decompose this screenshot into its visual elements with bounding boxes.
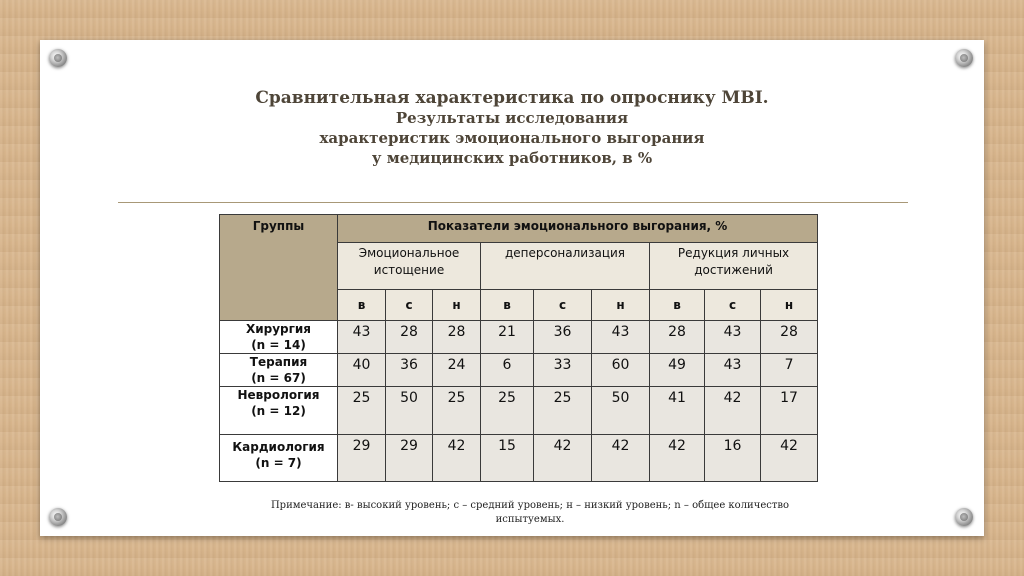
value-cell: 28: [650, 321, 705, 354]
value-cell: 6: [481, 354, 534, 387]
level-header: н: [592, 290, 650, 321]
value-cell: 41: [650, 387, 705, 435]
value-cell: 28: [386, 321, 433, 354]
value-cell: 25: [481, 387, 534, 435]
groups-header: Группы: [252, 219, 305, 233]
group-cell: [220, 387, 338, 435]
value-cell: 28: [433, 321, 481, 354]
value-cell: 43: [592, 321, 650, 354]
level-header: в: [338, 290, 386, 321]
value-cell: 25: [338, 387, 386, 435]
value-cell: 42: [650, 435, 705, 482]
group-name: Хирургия: [245, 322, 312, 336]
value-cell: 29: [338, 435, 386, 482]
title-line-1: Сравнительная характеристика по опроснику MBI.: [255, 88, 769, 108]
value-cell: 25: [534, 387, 592, 435]
level-header: в: [650, 290, 705, 321]
value-cell: 36: [386, 354, 433, 387]
group-n: (n = 12): [251, 404, 306, 418]
table-row: [220, 387, 818, 435]
footnote-line-1: Примечание: в- высокий уровень; с – средний уровень; н – низкий уровень; n – общее количество: [270, 500, 790, 511]
value-cell: 50: [386, 387, 433, 435]
value-cell: 42: [592, 435, 650, 482]
title-line-3: характеристик эмоционального выгорания: [319, 129, 705, 147]
pin-icon: [49, 508, 67, 526]
category-header: Эмоциональное истощение: [338, 243, 481, 290]
value-cell: 42: [761, 435, 818, 482]
pin-icon: [955, 508, 973, 526]
group-cell: [220, 354, 338, 387]
value-cell: 25: [433, 387, 481, 435]
category-header: Редукция личных достижений: [650, 243, 818, 290]
footnote-line-2: испытуемых.: [495, 514, 565, 525]
value-cell: 40: [338, 354, 386, 387]
indicators-header: Показатели эмоционального выгорания, %: [427, 219, 728, 233]
value-cell: 21: [481, 321, 534, 354]
level-header: н: [433, 290, 481, 321]
divider: [118, 202, 908, 203]
group-cell: [220, 321, 338, 354]
value-cell: 16: [705, 435, 761, 482]
value-cell: 49: [650, 354, 705, 387]
value-cell: 28: [761, 321, 818, 354]
group-n: (n = 67): [251, 371, 306, 385]
value-cell: 33: [534, 354, 592, 387]
footnote: [270, 499, 790, 527]
title-line-4: у медицинских работников, в %: [371, 149, 653, 167]
groups-header-cell: [220, 215, 338, 321]
level-header: н: [761, 290, 818, 321]
value-cell: 42: [433, 435, 481, 482]
group-n: (n = 7): [255, 456, 302, 470]
slide-title: [140, 88, 884, 168]
level-header: с: [705, 290, 761, 321]
title-line-2: Результаты исследования: [395, 109, 629, 127]
value-cell: 43: [338, 321, 386, 354]
value-cell: 15: [481, 435, 534, 482]
table-row: [220, 435, 818, 482]
value-cell: 24: [433, 354, 481, 387]
value-cell: 17: [761, 387, 818, 435]
level-header: с: [534, 290, 592, 321]
value-cell: 42: [705, 387, 761, 435]
value-cell: 7: [761, 354, 818, 387]
value-cell: 60: [592, 354, 650, 387]
group-name: Кардиология: [232, 440, 325, 454]
indicators-header-cell: [338, 215, 818, 243]
pin-icon: [955, 49, 973, 67]
category-header: деперсонализация: [481, 243, 650, 290]
value-cell: 43: [705, 354, 761, 387]
group-name: Терапия: [249, 355, 308, 369]
table-row: [220, 321, 818, 354]
level-header: в: [481, 290, 534, 321]
value-cell: 29: [386, 435, 433, 482]
group-name: Неврология: [237, 388, 320, 402]
group-n: (n = 14): [251, 338, 306, 352]
group-cell: [220, 435, 338, 482]
value-cell: 36: [534, 321, 592, 354]
value-cell: 50: [592, 387, 650, 435]
level-header: с: [386, 290, 433, 321]
value-cell: 42: [534, 435, 592, 482]
pin-icon: [49, 49, 67, 67]
table-row: [220, 354, 818, 387]
value-cell: 43: [705, 321, 761, 354]
mbi-table: [219, 214, 818, 482]
